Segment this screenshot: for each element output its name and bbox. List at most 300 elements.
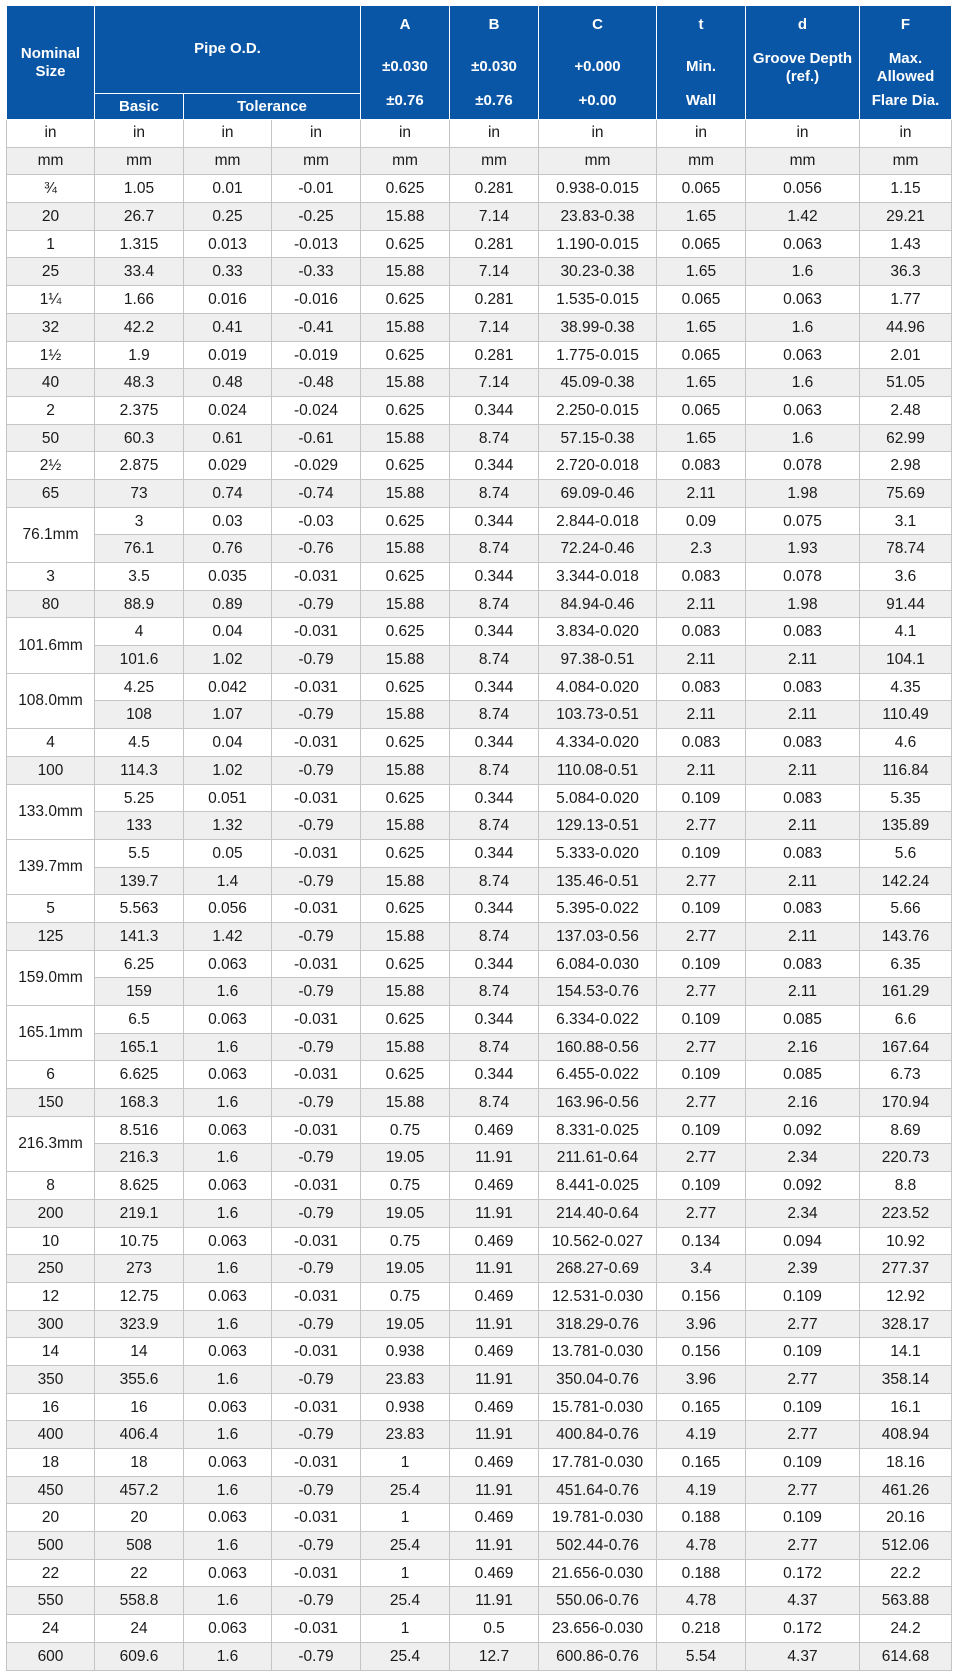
table-cell: 4.19 [657, 1421, 746, 1449]
table-row [7, 1559, 952, 1587]
table-cell: 5.084-0.020 [539, 784, 657, 812]
table-cell: 1.4 [184, 867, 272, 895]
table-cell: 1 [361, 1449, 450, 1477]
unit-cell: mm [184, 147, 272, 175]
table-cell: 2.11 [657, 701, 746, 729]
table-cell: 11.91 [450, 1421, 539, 1449]
table-cell: 1.6 [184, 1476, 272, 1504]
unit-rows [7, 120, 952, 175]
table-cell: 1.98 [746, 590, 860, 618]
table-cell: 143.76 [860, 922, 952, 950]
table-cell: 72.24-0.46 [539, 535, 657, 563]
table-cell: 512.06 [860, 1532, 952, 1560]
table-row [7, 673, 952, 701]
table-cell: 6.084-0.030 [539, 950, 657, 978]
table-cell: -0.031 [272, 1338, 361, 1366]
table-cell: 0.063 [746, 341, 860, 369]
table-row [7, 590, 952, 618]
table-cell: 4.5 [95, 729, 184, 757]
table-cell: 0.065 [657, 175, 746, 203]
table-cell: 0.083 [746, 784, 860, 812]
table-cell: 214.40-0.64 [539, 1199, 657, 1227]
table-cell: 2.98 [860, 452, 952, 480]
table-cell: 0.109 [657, 1061, 746, 1089]
table-cell: 4.35 [860, 673, 952, 701]
header-tolerance: Tolerance [184, 94, 361, 120]
table-cell: 2.77 [746, 1421, 860, 1449]
table-cell: 273 [95, 1255, 184, 1283]
table-cell: -0.41 [272, 313, 361, 341]
table-row [7, 535, 952, 563]
table-cell: 18 [7, 1449, 95, 1477]
table-row [7, 729, 952, 757]
table-row [7, 839, 952, 867]
table-cell: 65 [7, 479, 95, 507]
table-cell: 0.165 [657, 1449, 746, 1477]
table-cell: 0.029 [184, 452, 272, 480]
table-cell: 0.344 [450, 729, 539, 757]
table-cell: 5.6 [860, 839, 952, 867]
table-cell: 3.96 [657, 1310, 746, 1338]
table-cell: 358.14 [860, 1365, 952, 1393]
table-cell: 18 [95, 1449, 184, 1477]
table-row [7, 1504, 952, 1532]
table-cell: 0.344 [450, 895, 539, 923]
table-cell: 2.77 [657, 867, 746, 895]
table-cell: 88.9 [95, 590, 184, 618]
table-cell: -0.79 [272, 978, 361, 1006]
table-cell: 508 [95, 1532, 184, 1560]
table-cell: 0.469 [450, 1282, 539, 1310]
table-cell: 0.76 [184, 535, 272, 563]
table-cell: 3.1 [860, 507, 952, 535]
table-cell: 8.74 [450, 1089, 539, 1117]
table-cell: 0.48 [184, 369, 272, 397]
table-cell: 5.66 [860, 895, 952, 923]
table-row [7, 1227, 952, 1255]
unit-cell: mm [450, 147, 539, 175]
table-cell: 2.77 [657, 922, 746, 950]
table-cell: 0.083 [746, 839, 860, 867]
table-cell: 167.64 [860, 1033, 952, 1061]
table-cell: 328.17 [860, 1310, 952, 1338]
table-cell: 0.063 [184, 950, 272, 978]
table-cell: 2½ [7, 452, 95, 480]
table-cell: 0.109 [657, 784, 746, 812]
table-row [7, 1089, 952, 1117]
table-cell: 1½ [7, 341, 95, 369]
table-cell: 11.91 [450, 1310, 539, 1338]
table-cell: 11.91 [450, 1144, 539, 1172]
table-cell: -0.48 [272, 369, 361, 397]
table-cell: 0.344 [450, 839, 539, 867]
table-cell: 0.469 [450, 1338, 539, 1366]
header-b-tol-in: ±0.030 [471, 57, 517, 75]
table-row [7, 258, 952, 286]
table-cell: 0.469 [450, 1227, 539, 1255]
table-cell: 0.625 [361, 175, 450, 203]
table-cell: 12.92 [860, 1282, 952, 1310]
nominal-size-cell: 101.6mm [7, 618, 95, 673]
table-cell: 0.75 [361, 1172, 450, 1200]
table-row [7, 230, 952, 258]
table-cell: 150 [7, 1089, 95, 1117]
table-cell: 1.42 [746, 203, 860, 231]
table-cell: 45.09-0.38 [539, 369, 657, 397]
table-cell: 7.14 [450, 203, 539, 231]
table-row [7, 756, 952, 784]
table-cell: 100 [7, 756, 95, 784]
table-cell: 8 [7, 1172, 95, 1200]
table-cell: -0.79 [272, 1421, 361, 1449]
table-row [7, 1615, 952, 1643]
table-cell: 1.6 [184, 1033, 272, 1061]
table-cell: 6 [7, 1061, 95, 1089]
unit-cell: in [746, 120, 860, 148]
table-row [7, 784, 952, 812]
table-cell: 11.91 [450, 1587, 539, 1615]
table-cell: 1.15 [860, 175, 952, 203]
table-cell: 2.11 [746, 756, 860, 784]
table-cell: 0.938-0.015 [539, 175, 657, 203]
table-cell: 2.77 [657, 978, 746, 1006]
table-cell: 0.625 [361, 729, 450, 757]
table-cell: 25.4 [361, 1642, 450, 1670]
table-cell: 0.109 [657, 839, 746, 867]
table-body [7, 175, 952, 1670]
table-cell: 1.6 [184, 1532, 272, 1560]
table-cell: 0.344 [450, 673, 539, 701]
table-row [7, 1421, 952, 1449]
nominal-size-cell: 159.0mm [7, 950, 95, 1005]
table-cell: -0.031 [272, 1449, 361, 1477]
table-cell: 4.6 [860, 729, 952, 757]
table-cell: 1 [361, 1504, 450, 1532]
table-cell: 15.88 [361, 313, 450, 341]
table-cell: 0.625 [361, 673, 450, 701]
table-cell: 2.34 [746, 1199, 860, 1227]
table-cell: 5 [7, 895, 95, 923]
table-cell: 22 [95, 1559, 184, 1587]
table-cell: 5.5 [95, 839, 184, 867]
table-cell: 1.775-0.015 [539, 341, 657, 369]
table-row [7, 1532, 952, 1560]
table-cell: -0.79 [272, 1365, 361, 1393]
table-cell: 8.74 [450, 922, 539, 950]
table-cell: -0.031 [272, 1559, 361, 1587]
table-cell: 1.05 [95, 175, 184, 203]
table-cell: 2.11 [746, 812, 860, 840]
table-cell: 0.172 [746, 1559, 860, 1587]
table-cell: 0.01 [184, 175, 272, 203]
pipe-dimension-table-container [6, 5, 951, 1671]
table-cell: -0.031 [272, 1227, 361, 1255]
table-cell: 15.88 [361, 258, 450, 286]
table-cell: 323.9 [95, 1310, 184, 1338]
unit-row-mm [7, 147, 952, 175]
table-cell: 15.88 [361, 646, 450, 674]
table-cell: 1.02 [184, 756, 272, 784]
table-cell: 0.218 [657, 1615, 746, 1643]
table-cell: 44.96 [860, 313, 952, 341]
table-cell: 0.063 [746, 230, 860, 258]
table-cell: 0.61 [184, 424, 272, 452]
table-cell: 21.656-0.030 [539, 1559, 657, 1587]
header-f-line1: Max. [888, 49, 923, 67]
table-cell: 457.2 [95, 1476, 184, 1504]
table-cell: 3.5 [95, 563, 184, 591]
table-cell: 0.083 [657, 729, 746, 757]
table-cell: 0.938 [361, 1393, 450, 1421]
table-cell: 15.88 [361, 369, 450, 397]
table-cell: 16 [95, 1393, 184, 1421]
table-row [7, 286, 952, 314]
table-row [7, 1255, 952, 1283]
table-cell: 51.05 [860, 369, 952, 397]
table-cell: 1.6 [184, 1144, 272, 1172]
table-cell: 3 [95, 507, 184, 535]
table-cell: -0.79 [272, 1199, 361, 1227]
table-cell: 0.04 [184, 618, 272, 646]
table-cell: 0.063 [184, 1559, 272, 1587]
table-cell: 2.875 [95, 452, 184, 480]
table-cell: 15.88 [361, 701, 450, 729]
table-cell: 15.88 [361, 535, 450, 563]
table-cell: 219.1 [95, 1199, 184, 1227]
header-basic: Basic [95, 94, 184, 120]
table-cell: 0.05 [184, 839, 272, 867]
table-cell: -0.031 [272, 1504, 361, 1532]
table-cell: 75.69 [860, 479, 952, 507]
table-cell: 0.078 [746, 452, 860, 480]
table-cell: 1.315 [95, 230, 184, 258]
table-cell: 19.781-0.030 [539, 1504, 657, 1532]
table-cell: -0.79 [272, 1587, 361, 1615]
header-c-letter: C [592, 15, 603, 33]
unit-cell: mm [539, 147, 657, 175]
table-cell: 3.4 [657, 1255, 746, 1283]
table-cell: 15.88 [361, 812, 450, 840]
table-cell: 0.063 [184, 1116, 272, 1144]
table-row [7, 1393, 952, 1421]
table-cell: 550.06-0.76 [539, 1587, 657, 1615]
header-pipe-od: Pipe O.D. [95, 6, 361, 94]
table-cell: -0.79 [272, 1033, 361, 1061]
unit-cell: mm [860, 147, 952, 175]
table-cell: 17.781-0.030 [539, 1449, 657, 1477]
table-cell: 1.07 [184, 701, 272, 729]
table-cell: 0.109 [746, 1282, 860, 1310]
table-cell: -0.019 [272, 341, 361, 369]
table-cell: -0.79 [272, 867, 361, 895]
table-cell: 0.41 [184, 313, 272, 341]
table-cell: 2.11 [746, 978, 860, 1006]
table-cell: 0.092 [746, 1172, 860, 1200]
unit-cell: mm [361, 147, 450, 175]
table-cell: 0.065 [657, 396, 746, 424]
unit-cell: in [272, 120, 361, 148]
table-row [7, 563, 952, 591]
table-cell: 1¼ [7, 286, 95, 314]
table-cell: -0.61 [272, 424, 361, 452]
table-cell: 0.063 [184, 1172, 272, 1200]
table-cell: 15.88 [361, 756, 450, 784]
table-cell: 0.625 [361, 784, 450, 812]
table-cell: 15.781-0.030 [539, 1393, 657, 1421]
table-cell: 0.625 [361, 341, 450, 369]
table-row [7, 313, 952, 341]
table-cell: 2.77 [657, 1144, 746, 1172]
table-cell: 2.39 [746, 1255, 860, 1283]
table-cell: 0.281 [450, 341, 539, 369]
table-cell: 0.625 [361, 839, 450, 867]
table-cell: 32 [7, 313, 95, 341]
table-cell: 19.05 [361, 1144, 450, 1172]
table-cell: 0.083 [746, 729, 860, 757]
table-cell: 25.4 [361, 1476, 450, 1504]
table-cell: 22 [7, 1559, 95, 1587]
unit-cell: in [184, 120, 272, 148]
table-cell: 4.25 [95, 673, 184, 701]
table-cell: 110.49 [860, 701, 952, 729]
table-row [7, 1642, 952, 1670]
table-cell: -0.79 [272, 590, 361, 618]
table-cell: 2.77 [657, 1089, 746, 1117]
table-cell: -0.031 [272, 1615, 361, 1643]
table-cell: -0.031 [272, 950, 361, 978]
table-cell: 0.344 [450, 507, 539, 535]
table-cell: 8.74 [450, 646, 539, 674]
table-row [7, 1282, 952, 1310]
table-cell: 8.74 [450, 867, 539, 895]
table-cell: 0.109 [657, 1172, 746, 1200]
header-c-tol-in: +0.000 [574, 57, 621, 75]
table-cell: 1.9 [95, 341, 184, 369]
table-cell: 168.3 [95, 1089, 184, 1117]
unit-cell: in [539, 120, 657, 148]
table-cell: 0.019 [184, 341, 272, 369]
table-cell: 5.35 [860, 784, 952, 812]
table-cell: 5.25 [95, 784, 184, 812]
table-cell: 1.6 [184, 1199, 272, 1227]
table-cell: 2.77 [746, 1310, 860, 1338]
header-col-f [860, 6, 952, 120]
table-cell: 0.625 [361, 950, 450, 978]
table-cell: 0.625 [361, 396, 450, 424]
table-cell: -0.79 [272, 1476, 361, 1504]
table-cell: 8.74 [450, 535, 539, 563]
table-cell: 163.96-0.56 [539, 1089, 657, 1117]
table-cell: 0.063 [184, 1227, 272, 1255]
table-row [7, 341, 952, 369]
table-cell: 0.469 [450, 1172, 539, 1200]
table-row [7, 646, 952, 674]
table-cell: -0.031 [272, 1393, 361, 1421]
header-b-tol-mm: ±0.76 [475, 91, 513, 109]
table-cell: 0.625 [361, 507, 450, 535]
table-cell: 1.93 [746, 535, 860, 563]
table-cell: 104.1 [860, 646, 952, 674]
header-col-d [746, 6, 860, 120]
table-cell: 0.469 [450, 1449, 539, 1477]
table-cell: 0.625 [361, 452, 450, 480]
table-cell: 0.083 [746, 673, 860, 701]
header-col-b [450, 6, 539, 120]
table-cell: -0.79 [272, 1642, 361, 1670]
table-cell: 0.172 [746, 1615, 860, 1643]
table-cell: 0.75 [361, 1227, 450, 1255]
nominal-size-cell: 165.1mm [7, 1006, 95, 1061]
table-cell: 1.98 [746, 479, 860, 507]
table-cell: 200 [7, 1199, 95, 1227]
table-cell: 62.99 [860, 424, 952, 452]
table-cell: 91.44 [860, 590, 952, 618]
table-cell: 4.19 [657, 1476, 746, 1504]
table-cell: 2.11 [746, 922, 860, 950]
table-cell: 15.88 [361, 867, 450, 895]
table-cell: 0.625 [361, 230, 450, 258]
table-cell: 8.69 [860, 1116, 952, 1144]
header-d-line1: Groove Depth [752, 49, 853, 67]
header-a-letter: A [399, 15, 411, 33]
table-cell: 101.6 [95, 646, 184, 674]
table-cell: 450 [7, 1476, 95, 1504]
table-cell: 8.441-0.025 [539, 1172, 657, 1200]
table-cell: 0.016 [184, 286, 272, 314]
table-cell: 0.04 [184, 729, 272, 757]
table-cell: 0.625 [361, 1006, 450, 1034]
table-cell: 0.063 [184, 1006, 272, 1034]
table-cell: 135.46-0.51 [539, 867, 657, 895]
table-cell: -0.79 [272, 701, 361, 729]
table-cell: 1.6 [184, 1587, 272, 1615]
table-cell: 563.88 [860, 1587, 952, 1615]
table-cell: 8.8 [860, 1172, 952, 1200]
table-cell: 26.7 [95, 203, 184, 231]
table-cell: 2.11 [746, 867, 860, 895]
table-row [7, 507, 952, 535]
table-cell: 0.625 [361, 286, 450, 314]
table-cell: 0.188 [657, 1504, 746, 1532]
table-cell: 0.344 [450, 1061, 539, 1089]
table-cell: -0.03 [272, 507, 361, 535]
table-cell: 15.88 [361, 1033, 450, 1061]
table-row [7, 1449, 952, 1477]
table-cell: 160.88-0.56 [539, 1033, 657, 1061]
table-cell: 3.6 [860, 563, 952, 591]
table-cell: 0.33 [184, 258, 272, 286]
table-cell: 1.6 [746, 258, 860, 286]
unit-cell: in [860, 120, 952, 148]
table-cell: 1.65 [657, 424, 746, 452]
table-cell: 1.190-0.015 [539, 230, 657, 258]
header-d-line2: (ref.) [785, 67, 820, 85]
table-cell: 220.73 [860, 1144, 952, 1172]
table-cell: 0.344 [450, 452, 539, 480]
table-cell: 5.395-0.022 [539, 895, 657, 923]
header-a-tol-in: ±0.030 [382, 57, 428, 75]
header-f-letter: F [900, 15, 911, 33]
table-cell: 4.1 [860, 618, 952, 646]
table-cell: -0.01 [272, 175, 361, 203]
table-cell: 19.05 [361, 1310, 450, 1338]
table-cell: 277.37 [860, 1255, 952, 1283]
table-cell: -0.013 [272, 230, 361, 258]
table-cell: 10.562-0.027 [539, 1227, 657, 1255]
table-cell: -0.031 [272, 1282, 361, 1310]
table-cell: -0.031 [272, 618, 361, 646]
unit-row-in [7, 120, 952, 148]
